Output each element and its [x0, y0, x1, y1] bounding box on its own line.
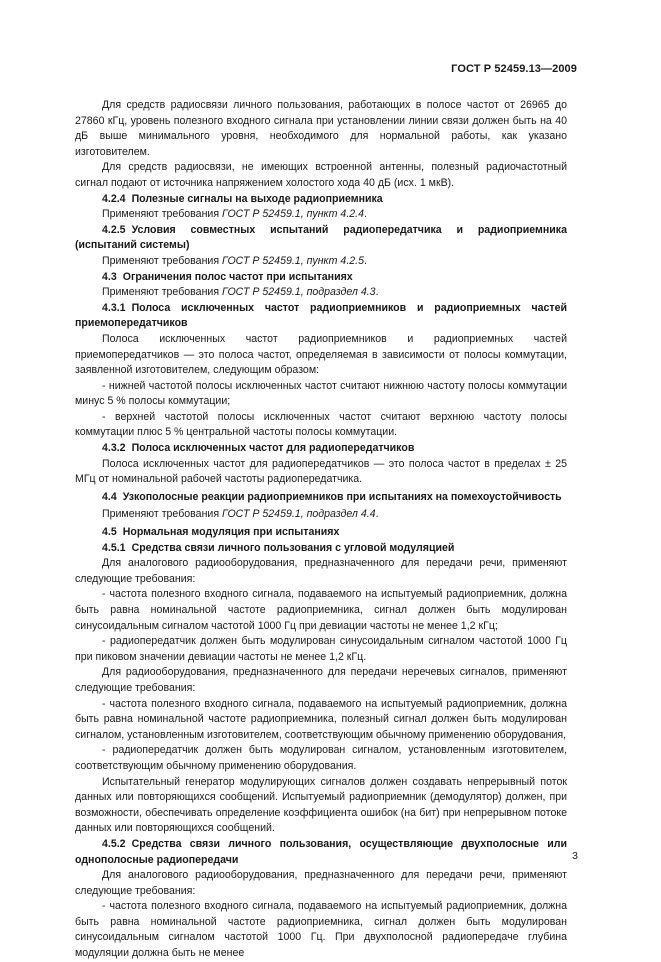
section-heading: [75, 192, 567, 208]
section-number: 4.4: [102, 490, 117, 503]
body-paragraph: Для аналогового радиооборудования, предназначенного для передачи речи, применяют следующие требования:: [75, 869, 567, 897]
body-paragraph: - частота полезного входного сигнала, подаваемого на испытуемый радиоприемник, должна быть равна номинальной частоте радиоприемника, сигнал должен быть модулирован синусоидальным сигналом частотой 1000 Гц. При двухполосной радиопередаче глубина модуляции должна быть не менее: [75, 900, 567, 960]
section-number: 4.5.2: [102, 837, 126, 850]
section-number: 4.2.5: [102, 223, 126, 236]
section-number: 4.3.1: [102, 301, 126, 314]
body-paragraph: Полоса исключенных частот радиоприемников и радиоприемных частей приемопередатчиков — это полоса частот, определяемая в зависимости от полосы коммутации, заявленной изготовителем, следующим образом:: [75, 332, 567, 377]
section-number: 4.3: [102, 270, 117, 283]
requirement-reference: [75, 207, 567, 223]
section-heading: [75, 525, 567, 541]
body-paragraph: - радиопередатчик должен быть модулирован сигналом, установленным изготовителем, соответствующим обычному применению оборудования.: [75, 744, 567, 772]
standard-reference: ГОСТ Р 52459.1, подраздел 4.4: [222, 508, 376, 521]
body-paragraph: - частота полезного входного сигнала, подаваемого на испытуемый радиоприемник, должна быть равна номинальной частоте радиоприемника, сигнал должен быть модулирован синусоидальным сигналом частотой 1000 Гц при девиации частоты не менее 1,2 кГц;: [75, 588, 567, 632]
section-heading: [75, 223, 567, 254]
standard-reference: ГОСТ Р 52459.1, пункт 4.2.4: [222, 208, 364, 221]
section-number: 4.3.2: [102, 442, 126, 455]
reference-text: .: [364, 208, 367, 221]
reference-text: Применяют требования: [102, 286, 223, 299]
section-title: Ограничения полос частот при испытаниях: [122, 270, 353, 283]
reference-text: Применяют требования: [102, 208, 223, 221]
section-title: Условия совместных испытаний радиопередатчика и радиоприемника (испытаний системы): [75, 223, 567, 252]
requirement-reference: [75, 254, 567, 270]
page-number: 3: [572, 850, 578, 862]
section-title: Полоса исключенных частот для радиопередатчиков: [131, 442, 415, 455]
section-title: Полоса исключенных частот радиоприемников и радиоприемных частей приемопередатчиков: [75, 301, 567, 330]
body-paragraph: - нижней частотой полосы исключенных частот считают нижнюю частоту полосы коммутации минус 5 % полосы коммутации;: [75, 379, 567, 408]
reference-text: .: [375, 508, 379, 521]
section-title: Средства связи личного пользования, осуществляющие двухполосные или однополосные радиопередачи: [75, 837, 567, 866]
section-heading: [75, 301, 567, 332]
section-title: Узкополосные реакции радиоприемников при испытаниях на помехоустойчивость: [122, 490, 562, 503]
page-body: [75, 98, 567, 962]
section-heading: [75, 837, 567, 868]
section-number: 4.5.1: [102, 541, 126, 554]
section-number: 4.5: [102, 526, 117, 539]
body-paragraph: Для средств радиосвязи, не имеющих встроенной антенны, полезный радиочастотный сигнал подают от источника напряжением холостого хода 40 дБ (исх. 1 мкВ).: [75, 161, 567, 189]
body-paragraph: - радиопередатчик должен быть модулирован синусоидальным сигналом частотой 1000 Гц при пиковом значении девиации частоты не менее 1,2 кГц.: [75, 635, 567, 663]
section-title: Полезные сигналы на выходе радиоприемника: [131, 192, 383, 205]
section-heading: [75, 441, 567, 457]
reference-text: Применяют требования: [102, 508, 223, 521]
body-paragraph: Полоса исключенных частот для радиопередатчиков — это полоса частот в пределах ± 25 МГц от номинальной рабочей частоты радиопередатчика.: [75, 457, 567, 486]
standard-reference: ГОСТ Р 52459.1, пункт 4.2.5: [222, 254, 364, 267]
reference-text: .: [364, 254, 367, 267]
section-heading: [75, 541, 567, 557]
requirement-reference: [75, 285, 567, 301]
body-paragraph: - частота полезного входного сигнала, подаваемого на испытуемый радиоприемник, должна быть равна номинальной частоте радиоприемника, полезный сигнал должен быть модулирован сигналом, установленным изготовителем, соответствующим обычному применению оборудования,: [75, 697, 567, 741]
body-paragraph: Для средств радиосвязи личного пользования, работающих в полосе частот от 26965 до 27860 кГц, уровень полезного входного сигнала при установлении линии связи должен быть на 40 дБ выше минимального уровня, необходимого для нормальной работы, как указано изготовителем.: [75, 99, 567, 158]
requirement-reference: [75, 507, 567, 523]
section-heading: [75, 490, 567, 506]
section-number: 4.2.4: [102, 192, 126, 205]
reference-text: .: [375, 286, 379, 299]
standard-reference: ГОСТ Р 52459.1, подраздел 4.3: [222, 286, 376, 299]
body-paragraph: - верхней частотой полосы исключенных частот считают верхнюю частоту полосы коммутации плюс 5 % центральной частоты полосы коммутации.: [75, 410, 567, 439]
section-heading: [75, 270, 567, 286]
body-paragraph: Для аналогового радиооборудования, предназначенного для передачи речи, применяют следующие требования:: [75, 557, 567, 585]
body-paragraph: Испытательный генератор модулирующих сигналов должен создавать непрерывный поток данных или повторяющихся сообщений. Испытуемый радиоприемник (демодулятор) должен, при возможности, обеспечивать определение коэффициента ошибок (на бит) при непрерывном потоке данных или повторяющихся сообщений.: [75, 775, 567, 835]
document-code: ГОСТ Р 52459.13—2009: [451, 63, 577, 75]
section-title: Средства связи личного пользования с угловой модуляцией: [131, 541, 455, 554]
body-paragraph: Для радиооборудования, предназначенного для передачи неречевых сигналов, применяют следующие требования:: [75, 666, 567, 694]
section-title: Нормальная модуляция при испытаниях: [122, 526, 340, 539]
reference-text: Применяют требования: [102, 254, 223, 267]
